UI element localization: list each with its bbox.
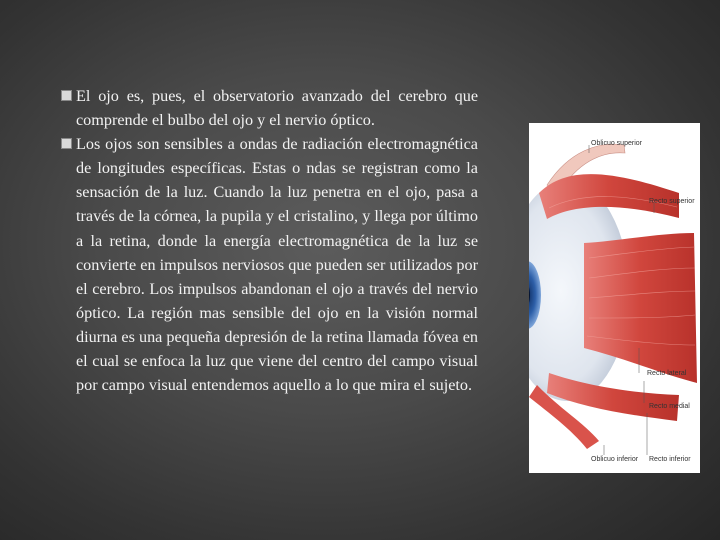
label-recto-lateral: Recto lateral: [647, 370, 687, 377]
bullet-marker-icon: [61, 138, 72, 149]
label-recto-inferior: Recto inferior: [649, 456, 691, 463]
label-recto-superior: Recto superior: [649, 198, 695, 205]
bullet-item: [76, 84, 478, 132]
eye-muscles-illustration: [529, 123, 700, 473]
label-recto-medial: Recto medial: [649, 403, 690, 410]
bullet-text: El ojo es, pues, el observatorio avanzado del cerebro que comprende el bulbo del ojo y el nervio óptico.: [76, 87, 478, 130]
eye-muscles-diagram: [529, 123, 700, 473]
bullet-text: Los ojos son sensibles a ondas de radiación electromagnética de longitudes específicas. Estas o ndas se registran como la sensación de la luz. Cuando la luz penetra en el ojo, pasa a través de la córnea, la pupila y el cristalino, y llega por último a la retina, donde la energía electromagnética de la luz se convierte en impulsos nerviosos que pueden ser utilizados por el cerebro. Los impulsos abandonan el ojo a través del nervio óptico. La región mas sensible del ojo en la visión normal diurna es una pequeña depresión de la retina llamada fóvea en el cual se enfoca la luz que viene del centro del campo visual por campo visual entendemos aquello a lo que mira el sujeto.: [76, 135, 478, 395]
bullet-item: [76, 132, 478, 397]
bullet-marker-icon: [61, 90, 72, 101]
bullet-list: [76, 84, 478, 397]
label-oblicuo-superior: Oblicuo superior: [591, 140, 642, 147]
label-oblicuo-inferior: Oblicuo inferior: [591, 456, 639, 463]
